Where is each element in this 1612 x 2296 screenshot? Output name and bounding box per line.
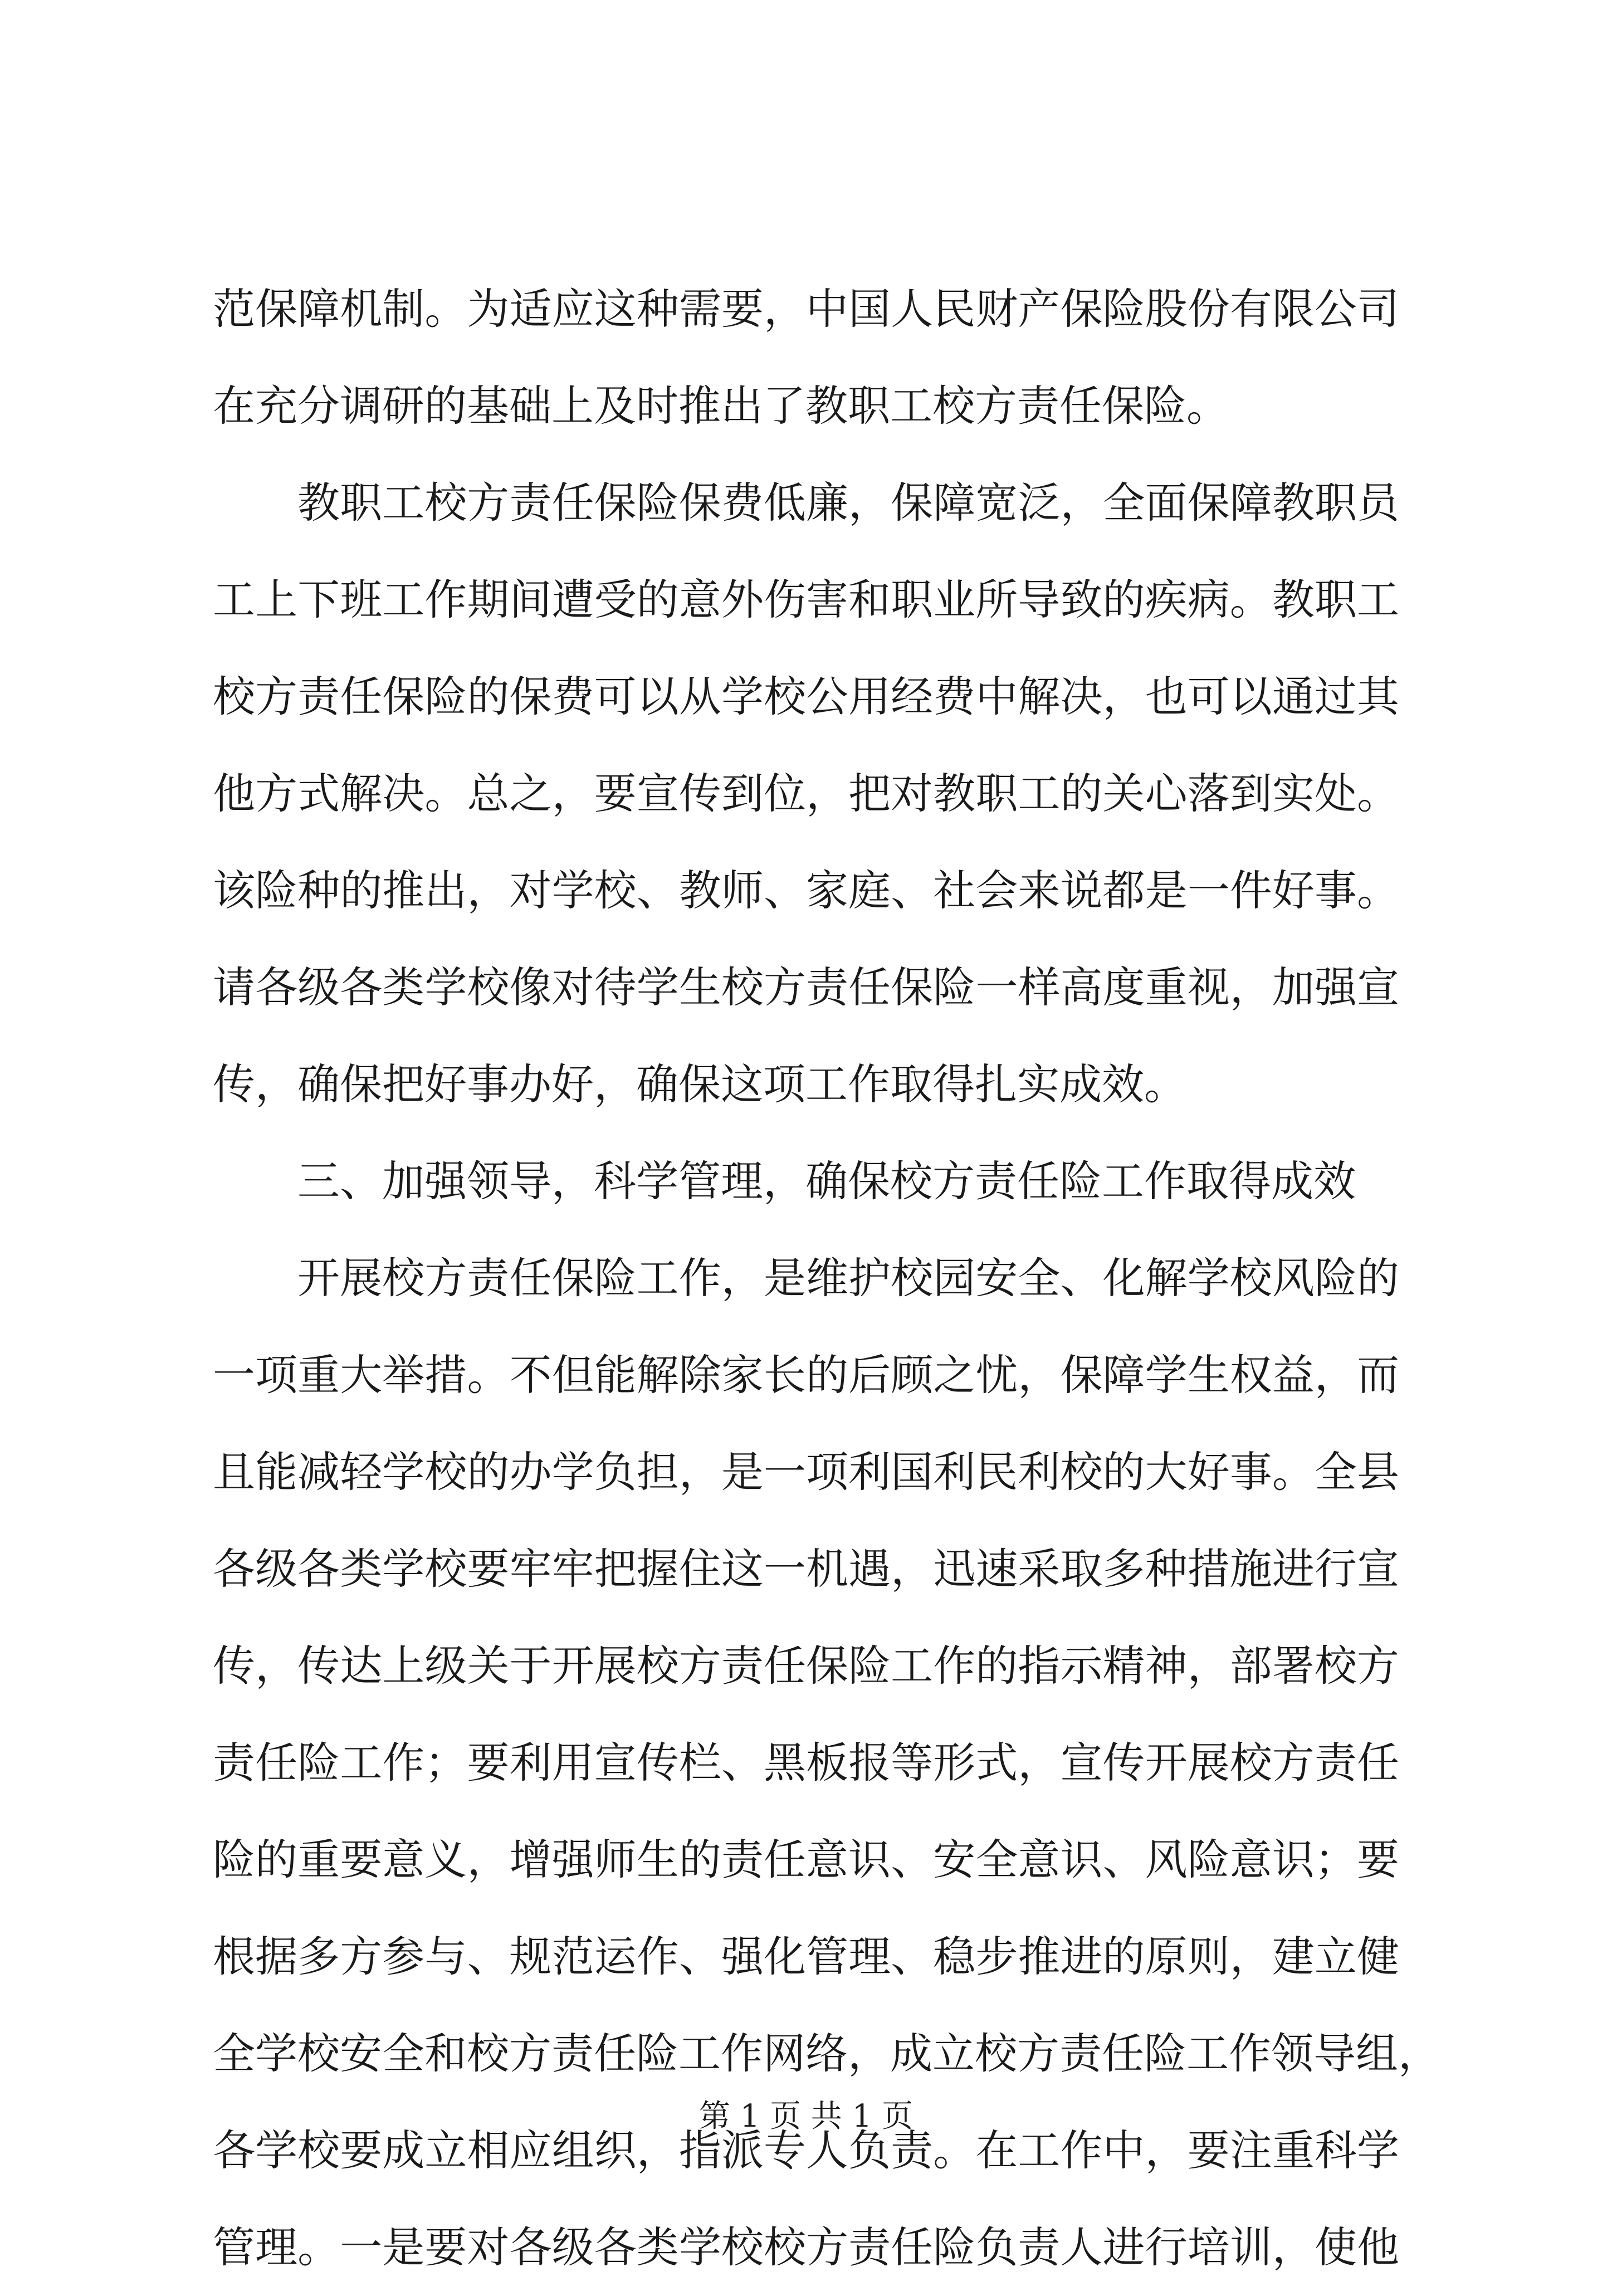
text-line: 工上下班工作期间遭受的意外伤害和职业所导致的疾病。教职工 [213, 575, 1399, 624]
text-line: 根据多方参与、规范运作、强化管理、稳步推进的原则，建立健 [213, 1932, 1399, 1981]
text-line: 三、加强领导，科学管理，确保校方责任险工作取得成效 [297, 1156, 1356, 1206]
text-line: 开展校方责任保险工作，是维护校园安全、化解学校风险的 [297, 1253, 1399, 1303]
text-line: 传，传达上级关于开展校方责任保险工作的指示精神，部署校方 [213, 1641, 1399, 1691]
text-line: 该险种的推出，对学校、教师、家庭、社会来说都是一件好事。 [213, 866, 1399, 915]
text-line: 校方责任保险的保费可以从学校公用经费中解决，也可以通过其 [213, 672, 1399, 721]
text-line: 教职工校方责任保险保费低廉，保障宽泛，全面保障教职员 [297, 478, 1399, 527]
text-line: 险的重要意义，增强师生的责任意识、安全意识、风险意识；要 [213, 1835, 1399, 1884]
text-line: 传，确保把好事办好，确保这项工作取得扎实成效。 [213, 1059, 1186, 1109]
text-line: 范保障机制。为适应这种需要，中国人民财产保险股份有限公司 [213, 284, 1399, 334]
text-line: 他方式解决。总之，要宣传到位，把对教职工的关心落到实处。 [213, 769, 1399, 818]
text-line: 各级各类学校要牢牢把握住这一机遇，迅速采取多种措施进行宣 [213, 1544, 1399, 1594]
page-footer: 第 1 页 共 1 页 [698, 2098, 914, 2134]
text-line: 全学校安全和校方责任险工作网络，成立校方责任险工作领导组， [213, 2029, 1440, 2078]
text-line: 在充分调研的基础上及时推出了教职工校方责任保险。 [213, 381, 1229, 431]
text-line: 各学校要成立相应组织，指派专人负责。在工作中，要注重科学 [213, 2126, 1399, 2175]
text-line: 一项重大举措。不但能解除家长的后顾之忧，保障学生权益，而 [213, 1350, 1399, 1400]
text-line: 责任险工作；要利用宣传栏、黑板报等形式，宣传开展校方责任 [213, 1738, 1399, 1787]
text-line: 请各级各类学校像对待学生校方责任保险一样高度重视，加强宣 [213, 963, 1399, 1012]
text-line: 管理。一是要对各级各类学校校方责任险负责人进行培训，使他 [213, 2222, 1399, 2272]
text-line: 且能减轻学校的办学负担，是一项利国利民利校的大好事。全县 [213, 1447, 1399, 1497]
document-body [213, 261, 1440, 2296]
